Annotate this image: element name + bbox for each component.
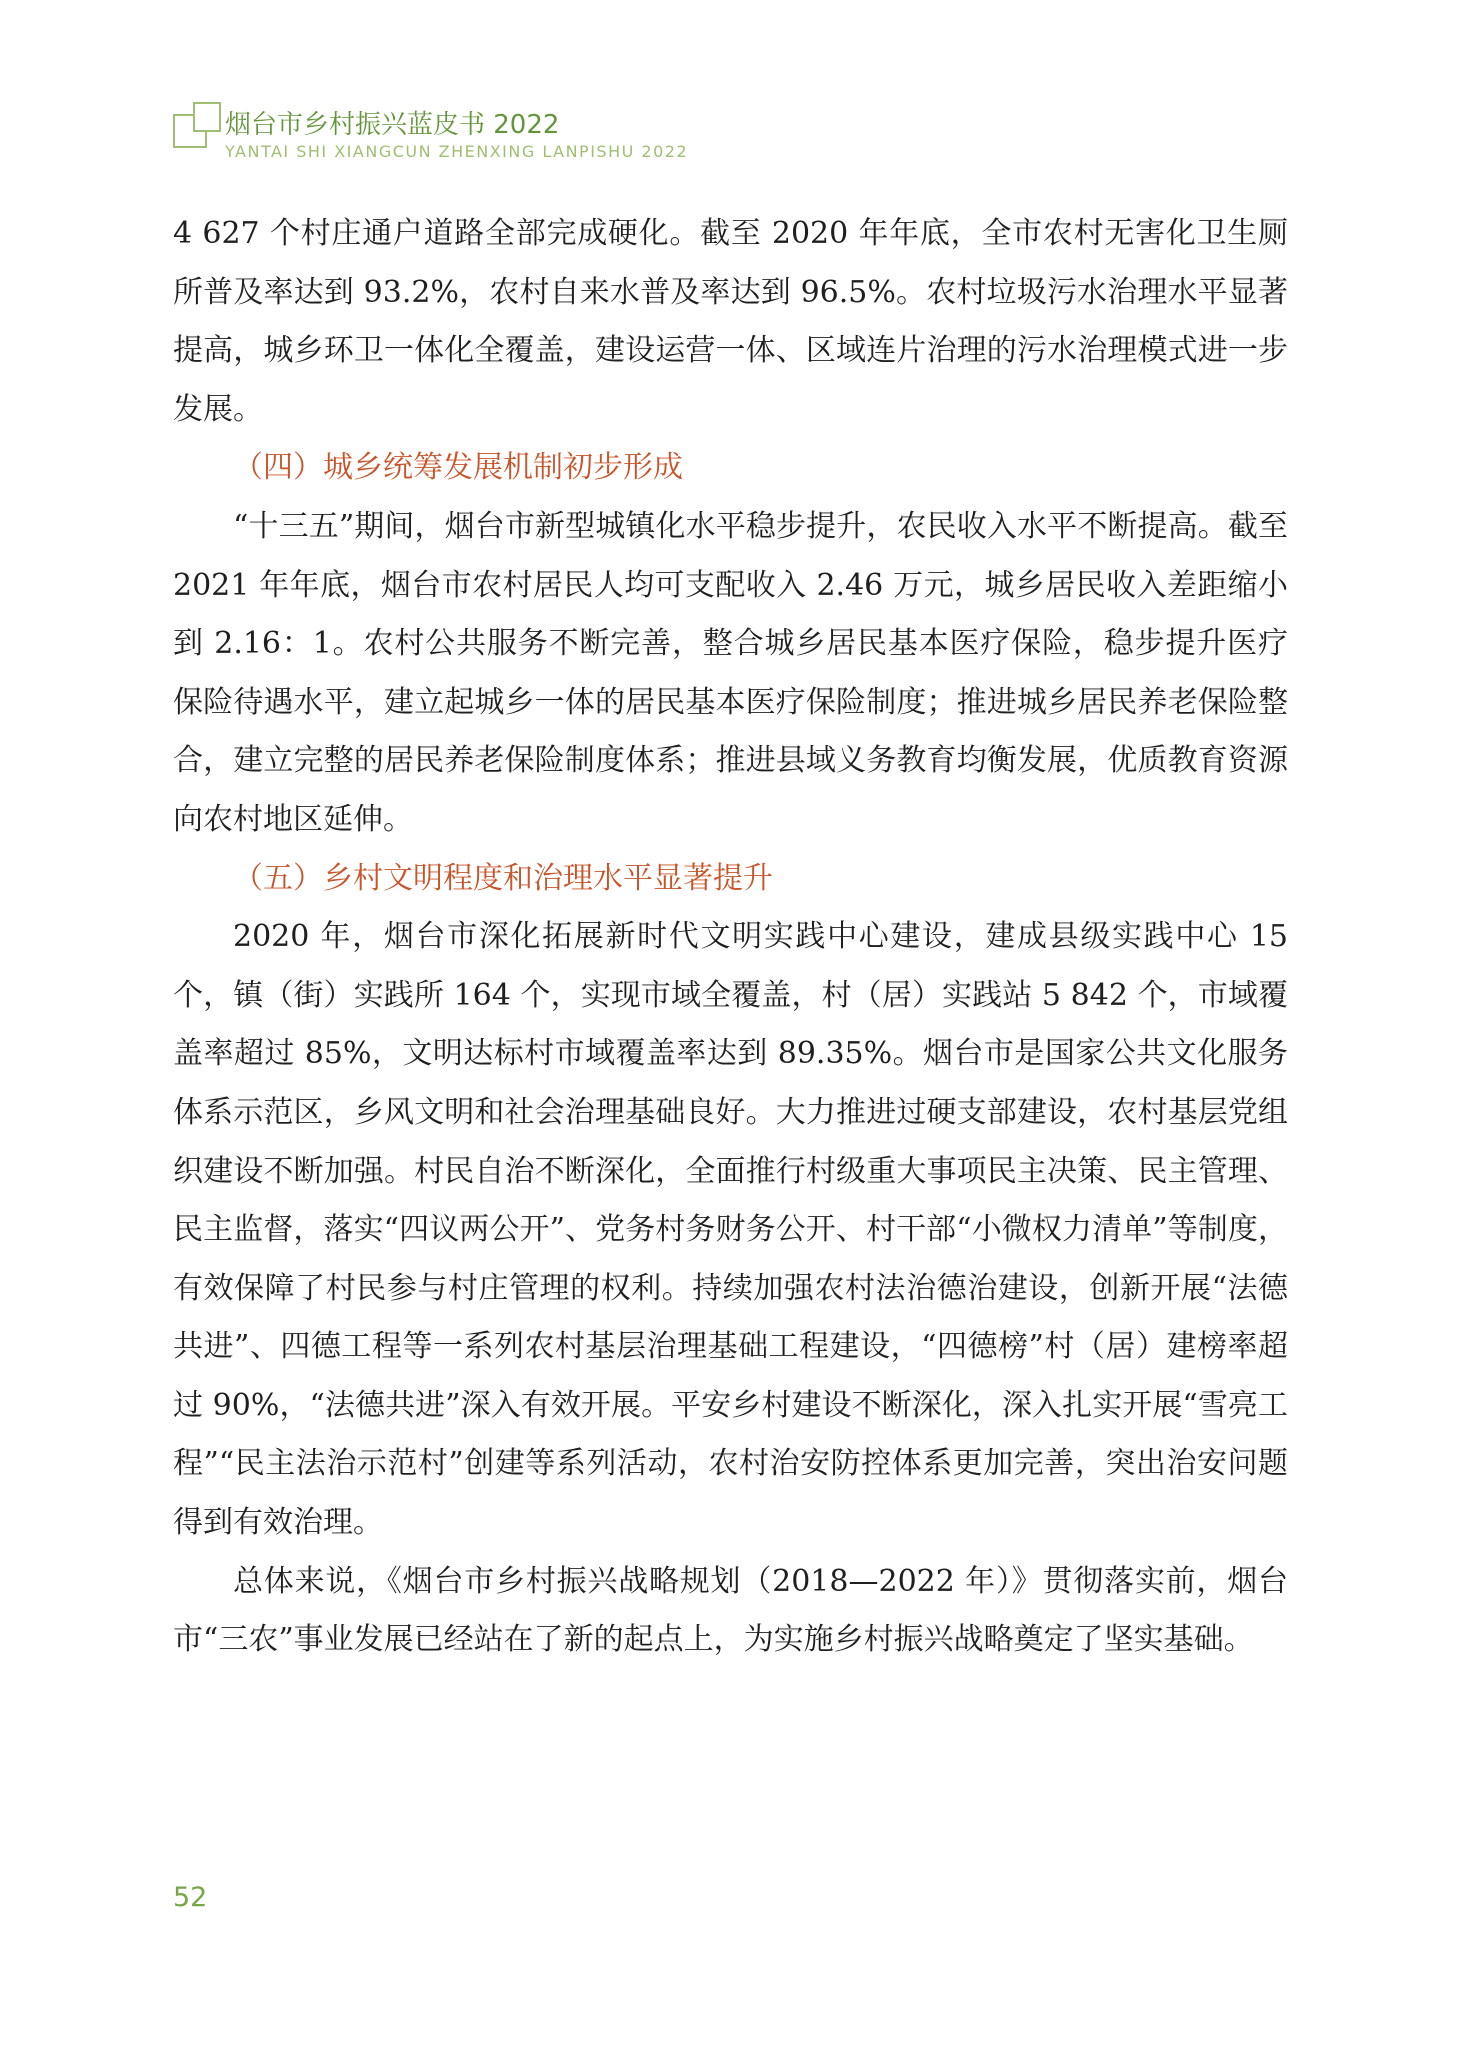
page-number: 52 [173, 1882, 208, 1913]
section-heading-5: （五）乡村文明程度和治理水平显著提升 [233, 860, 773, 896]
main-text [173, 205, 1288, 1670]
section-heading-4: （四）城乡统筹发展机制初步形成 [233, 450, 683, 486]
header-subtitle: YANTAI SHI XIANGCUN ZHENXING LANPISHU 2022 [225, 142, 689, 161]
paragraph-continuation: 4 627 个村庄通户道路全部完成硬化。截至 2020 年年底，全市农村无害化卫生厕所普及率达到 93.2%，农村自来水普及率达到 96.5%。农村垃圾污水治理水平显著提高，城乡环卫一体化全覆盖，建设运营一体、区域连片治理的污水治理模式进一步发展。 [173, 216, 1288, 427]
running-header [173, 102, 873, 168]
paragraph-urban-rural: “十三五”期间，烟台市新型城镇化水平稳步提升，农民收入水平不断提高。截至 2021 年年底，烟台市农村居民人均可支配收入 2.46 万元，城乡居民收入差距缩小到 2.16：1。农村公共服务不断完善，整合城乡居民基本医疗保险，稳步提升医疗保险待遇水平，建立起城乡一体的居民基本医疗保险制度；推进城乡居民养老保险整合，建立完整的居民养老保险制度体系；推进县域义务教育均衡发展，优质教育资源向农村地区延伸。 [173, 508, 1288, 837]
paragraph-summary: 总体来说，《烟台市乡村振兴战略规划（2018—2022 年）》贯彻落实前，烟台市“三农”事业发展已经站在了新的起点上，为实施乡村振兴战略奠定了坚实基础。 [173, 1563, 1288, 1658]
header-title: 烟台市乡村振兴蓝皮书 2022 [225, 110, 560, 140]
header-square-mark-overlap [193, 102, 221, 132]
paragraph-civilization: 2020 年，烟台市深化拓展新时代文明实践中心建设，建成县级实践中心 15 个，镇（街）实践所 164 个，实现市域全覆盖，村（居）实践站 5 842 个，市域覆盖率超过 85%，文明达标村市域覆盖率达到 89.35%。烟台市是国家公共文化服务体系示范区，乡风文明和社会治理基础良好。大力推进过硬支部建设，农村基层党组织建设不断加强。村民自治不断深化，全面推行村级重大事项民主决策、民主管理、民主监督，落实“四议两公开”、党务村务财务公开、村干部“小微权力清单”等制度，有效保障了村民参与村庄管理的权利。持续加强农村法治德治建设，创新开展“法德共进”、四德工程等一系列农村基层治理基础工程建设，“四德榜”村（居）建榜率超过 90%，“法德共进”深入有效开展。平安乡村建设不断深化，深入扎实开展“雪亮工程”“民主法治示范村”创建等系列活动，农村治安防控体系更加完善，突出治安问题得到有效治理。 [173, 919, 1288, 1541]
